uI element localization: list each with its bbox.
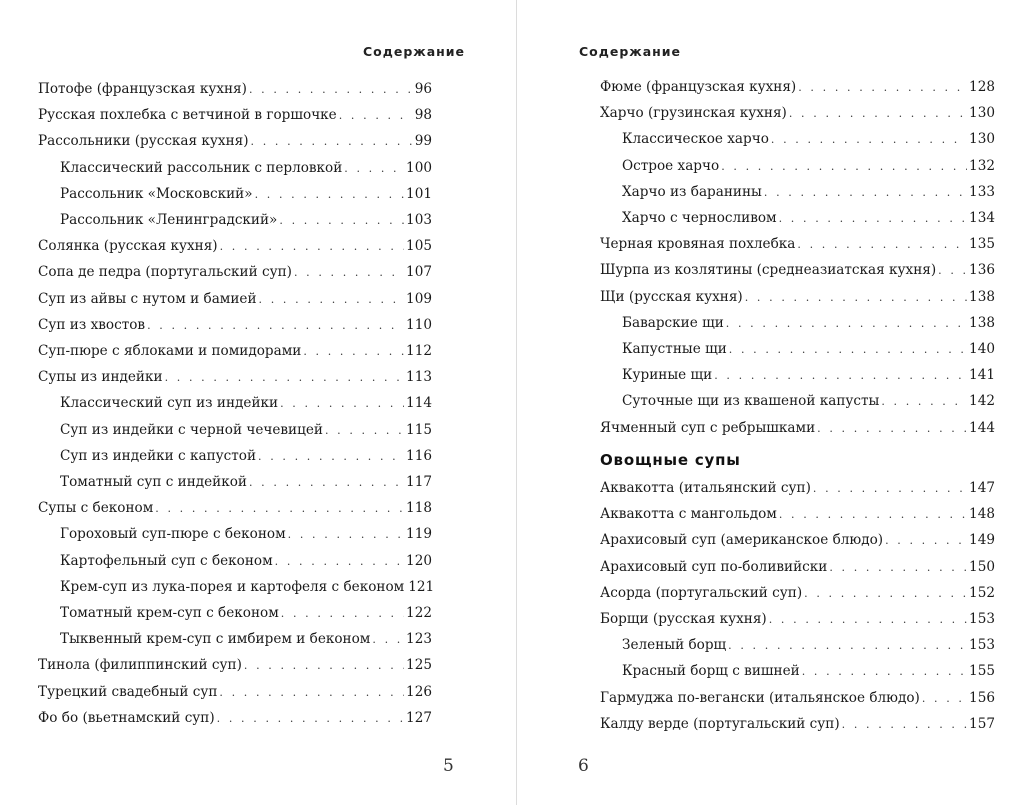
toc-entry-title: Калду верде (португальский суп) — [600, 715, 840, 732]
dot-leader — [813, 479, 967, 499]
toc-entry-title: Рассольники (русская кухня) — [38, 133, 249, 150]
toc-entry — [38, 131, 432, 151]
toc-entry — [600, 103, 995, 123]
left-page — [0, 0, 516, 805]
toc-entry-title: Арахисовый суп по-боливийски — [600, 558, 828, 575]
toc-entry-page: 110 — [406, 316, 432, 333]
toc-entry-page: 157 — [969, 715, 995, 732]
toc-entry — [60, 629, 432, 649]
toc-entry — [38, 105, 432, 125]
toc-entry-title: Рассольник «Московский» — [60, 185, 253, 202]
dot-leader — [220, 237, 404, 257]
toc-entry — [600, 287, 995, 307]
toc-entry — [600, 478, 995, 498]
dot-leader — [255, 185, 404, 205]
toc-entry-page: 134 — [969, 210, 995, 226]
toc-entry-page: 153 — [969, 637, 995, 654]
dot-leader — [259, 290, 405, 310]
toc-entry-title: Классический рассольник с перловкой — [60, 159, 343, 176]
dot-leader — [281, 604, 404, 624]
toc-entry — [600, 714, 995, 734]
toc-entry-page: 136 — [969, 262, 995, 279]
toc-entry-page: 130 — [969, 105, 995, 122]
toc-entry — [600, 77, 995, 97]
toc-entry-title: Суп из айвы с нутом и бамией — [38, 290, 257, 307]
toc-entry-title: Томатный суп с индейкой — [60, 474, 247, 490]
toc-entry — [38, 498, 432, 518]
toc-entry-page: 147 — [969, 480, 995, 496]
dot-leader — [219, 683, 404, 703]
dot-leader — [165, 368, 404, 388]
toc-entry — [622, 661, 995, 681]
page-number: 5 — [443, 756, 454, 776]
toc-entry-page: 107 — [406, 264, 432, 281]
toc-entry-title: Куриные щи — [622, 367, 713, 384]
dot-leader — [817, 419, 967, 439]
dot-leader — [802, 662, 967, 682]
toc-entry-page: 142 — [969, 393, 995, 410]
toc-entry — [38, 79, 432, 99]
toc-entry — [60, 577, 435, 597]
toc-entry-page: 138 — [969, 314, 995, 331]
dot-leader — [769, 610, 967, 630]
toc-entry-title: Суп-пюре с яблоками и помидорами — [38, 343, 302, 359]
toc-entry-page: 121 — [408, 578, 435, 595]
dot-leader — [251, 132, 413, 152]
toc-entry — [622, 365, 995, 385]
toc-entry — [600, 609, 995, 629]
toc-entry-title: Фо бо (вьетнамский суп) — [38, 709, 215, 726]
toc-entry-page: 148 — [969, 506, 995, 523]
toc-entry-page: 156 — [969, 689, 995, 706]
toc-entry-page: 112 — [406, 343, 432, 359]
toc-entry-title: Асорда (португальский суп) — [600, 584, 803, 601]
dot-leader — [726, 314, 967, 334]
toc-entry — [60, 603, 432, 623]
toc-entry-title: Ячменный суп с ребрышками — [600, 419, 816, 436]
toc-entry-page: 135 — [969, 236, 995, 253]
dot-leader — [804, 584, 967, 604]
toc-entry — [38, 289, 432, 309]
toc-entry-title: Острое харчо — [622, 157, 720, 174]
toc-entry-page: 101 — [406, 185, 432, 202]
toc-entry-page: 122 — [406, 605, 432, 621]
toc-entry-page: 117 — [406, 474, 432, 490]
dot-leader — [728, 636, 967, 656]
toc-entry-page: 99 — [414, 133, 432, 150]
toc-entry-page: 149 — [969, 532, 995, 549]
dot-leader — [779, 209, 967, 229]
toc-entry-page: 105 — [406, 238, 432, 255]
toc-entry-page: 103 — [406, 212, 432, 228]
toc-entry-title: Борщи (русская кухня) — [600, 611, 767, 627]
toc-entry-page: 100 — [406, 159, 432, 176]
toc-entry-title: Гороховый суп-пюре с беконом — [60, 526, 286, 543]
dot-leader — [147, 316, 404, 336]
toc-entry-title: Баварские щи — [622, 314, 724, 331]
toc-entry-title: Шурпа из козлятины (среднеазиатская кухня) — [600, 262, 937, 279]
dot-leader — [339, 106, 413, 126]
toc-entry-title: Солянка (русская кухня) — [38, 238, 218, 255]
toc-entry-title: Классическое харчо — [622, 131, 769, 148]
dot-leader — [249, 473, 404, 493]
toc-entry-title: Томатный крем-суп с беконом — [60, 605, 279, 621]
toc-entry-page: 98 — [414, 107, 432, 124]
toc-entry — [600, 557, 995, 577]
toc-entry-title: Аквакотта (итальянский суп) — [600, 480, 811, 496]
toc-entry-page: 96 — [414, 81, 432, 97]
right-page — [517, 0, 1033, 805]
dot-leader — [881, 392, 967, 412]
toc-entry-title: Суп из индейки с капустой — [60, 447, 257, 464]
toc-entry-page: 155 — [969, 663, 995, 680]
toc-entry — [600, 418, 995, 438]
toc-entry-page: 144 — [969, 419, 995, 436]
toc-entry-title: Тыквенный крем-суп с имбирем и беконом — [60, 631, 371, 648]
toc-entry — [600, 234, 995, 254]
toc-entry-title: Картофельный суп с беконом — [60, 552, 273, 569]
dot-leader — [745, 288, 967, 308]
toc-entry — [38, 367, 432, 387]
dot-leader — [721, 157, 967, 177]
toc-entry-title: Красный борщ с вишней — [622, 663, 800, 680]
toc-entry-page: 120 — [406, 552, 432, 569]
toc-entry — [60, 420, 432, 440]
toc-entry-title: Крем-суп из лука-порея и картофеля с беконом — [60, 578, 405, 595]
dot-leader — [155, 499, 404, 519]
toc-entry — [38, 682, 432, 702]
dot-leader — [294, 263, 404, 283]
toc-entry-title: Харчо (грузинская кухня) — [600, 105, 787, 122]
toc-entry-title: Капустные щи — [622, 341, 727, 357]
toc-entry-page: 115 — [406, 421, 432, 438]
dot-leader — [249, 80, 413, 100]
toc-entry-page: 125 — [406, 657, 432, 674]
toc-entry — [38, 315, 432, 335]
toc-entry — [622, 635, 995, 655]
toc-entry — [60, 158, 432, 178]
toc-entry-page: 140 — [969, 341, 995, 357]
dot-leader — [885, 531, 967, 551]
toc-entry-title: Турецкий свадебный суп — [38, 683, 218, 700]
toc-entry-title: Арахисовый суп (американское блюдо) — [600, 532, 884, 549]
dot-leader — [797, 235, 967, 255]
toc-entry — [622, 339, 995, 359]
toc-entry-title: Черная кровяная похлебка — [600, 236, 796, 253]
dot-leader — [325, 421, 404, 441]
running-head: Содержание — [579, 44, 682, 59]
toc-entry — [38, 655, 432, 675]
toc-entry — [600, 260, 995, 280]
toc-entry-title: Зеленый борщ — [622, 637, 727, 654]
toc-entry-title: Рассольник «Ленинградский» — [60, 212, 278, 228]
toc-entry-page: 141 — [969, 367, 995, 384]
dot-leader — [842, 715, 967, 735]
toc-entry-title: Суп из индейки с черной чечевицей — [60, 421, 323, 438]
toc-entry-title: Щи (русская кухня) — [600, 288, 743, 305]
dot-leader — [771, 130, 967, 150]
toc-entry-page: 116 — [406, 447, 432, 464]
toc-entry — [60, 393, 432, 413]
toc-entry — [60, 524, 432, 544]
toc-entry — [622, 129, 995, 149]
toc-entry-page: 127 — [406, 709, 432, 726]
toc-entry-page: 113 — [406, 369, 432, 386]
toc-entry — [38, 708, 432, 728]
dot-leader — [288, 525, 404, 545]
toc-entry-page: 138 — [969, 288, 995, 305]
toc-entry-page: 114 — [406, 395, 432, 412]
dot-leader — [729, 340, 967, 360]
toc-entry-page: 123 — [406, 631, 432, 648]
page-number: 6 — [578, 756, 589, 776]
dot-leader — [303, 342, 404, 362]
toc-entry-page: 109 — [406, 290, 432, 307]
dot-leader — [275, 552, 404, 572]
toc-entry-page: 132 — [969, 157, 995, 174]
toc-entry — [38, 341, 432, 361]
toc-entry-title: Суточные щи из квашеной капусты — [622, 393, 880, 410]
dot-leader — [217, 709, 404, 729]
toc-entry — [600, 504, 995, 524]
dot-leader — [764, 183, 967, 203]
toc-entry — [622, 208, 995, 228]
running-head: Содержание — [363, 44, 466, 59]
toc-entry — [60, 210, 432, 230]
toc-entry-title: Потофе (французская кухня) — [38, 81, 247, 97]
dot-leader — [244, 656, 404, 676]
toc-entry-title: Супы с беконом — [38, 500, 154, 517]
toc-entry-title: Классический суп из индейки — [60, 395, 279, 412]
dot-leader — [789, 104, 967, 124]
toc-entry — [600, 688, 995, 708]
toc-entry-title: Супы из индейки — [38, 369, 163, 386]
toc-entry — [60, 446, 432, 466]
toc-entry-title: Аквакотта с мангольдом — [600, 506, 777, 523]
toc-entry-page: 128 — [969, 79, 995, 95]
dot-leader — [779, 505, 967, 525]
toc-entry — [622, 313, 995, 333]
dot-leader — [938, 261, 967, 281]
toc-entry-title: Харчо из баранины — [622, 183, 762, 200]
dot-leader — [258, 447, 404, 467]
toc-entry-page: 119 — [406, 526, 432, 543]
toc-entry — [60, 472, 432, 492]
dot-leader — [922, 689, 967, 709]
dot-leader — [714, 366, 967, 386]
dot-leader — [798, 78, 967, 98]
toc-entry-title: Гармуджа по-вегански (итальянское блюдо) — [600, 689, 920, 706]
toc-entry-page: 150 — [969, 558, 995, 575]
toc-entry-title: Сопа де педра (португальский суп) — [38, 264, 292, 281]
toc-entry-title: Суп из хвостов — [38, 316, 146, 333]
dot-leader — [279, 211, 404, 231]
toc-entry-page: 153 — [969, 611, 995, 627]
section-heading: Овощные супы — [600, 451, 741, 469]
dot-leader — [829, 558, 967, 578]
toc-entry — [600, 530, 995, 550]
toc-entry-page: 126 — [406, 683, 432, 700]
toc-entry — [622, 182, 995, 202]
toc-entry — [60, 184, 432, 204]
toc-entry — [600, 583, 995, 603]
toc-entry — [60, 551, 432, 571]
toc-entry-title: Фюме (французская кухня) — [600, 79, 797, 95]
toc-entry — [622, 156, 995, 176]
toc-entry-title: Харчо с черносливом — [622, 210, 777, 226]
dot-leader — [344, 159, 404, 179]
toc-entry-page: 152 — [969, 584, 995, 601]
toc-entry — [38, 262, 432, 282]
toc-entry-title: Тинола (филиппинский суп) — [38, 657, 242, 674]
toc-entry — [622, 391, 995, 411]
toc-entry-page: 130 — [969, 131, 995, 148]
toc-entry-page: 133 — [969, 183, 995, 200]
toc-entry-page: 118 — [406, 500, 432, 517]
toc-entry-title: Русская похлебка с ветчиной в горшочке — [38, 107, 337, 124]
dot-leader — [280, 394, 404, 414]
dot-leader — [372, 630, 404, 650]
toc-entry — [38, 236, 432, 256]
